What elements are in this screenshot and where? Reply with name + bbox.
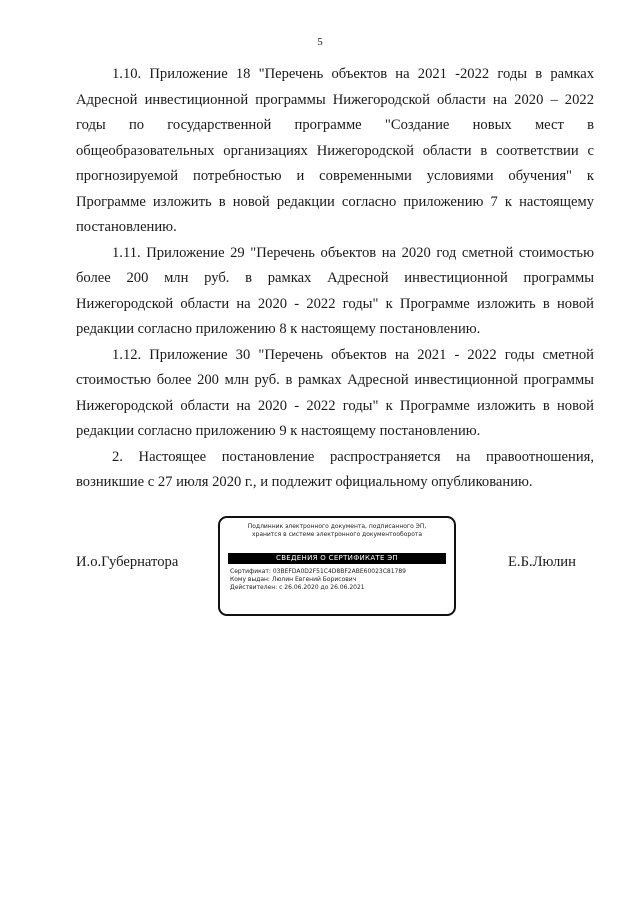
stamp-certificate: Сертификат: 03BEFDA0D2F51C4D8BF2ABE60023C81789 [230,568,406,575]
stamp-details [220,564,454,592]
document-body [76,62,594,496]
page-number: 5 [317,36,323,48]
stamp-header-line-1: Подлинник электронного документа, подписанного ЭП, [247,523,427,530]
stamp-issued-to: Кому выдан: Люлин Евгений Борисович [230,576,357,583]
signatory-position: И.о.Губернатора [76,554,179,570]
paragraph-2: 2. Настоящее постановление распространяется на правоотношения, возникшие с 27 июля 2020 г., и подлежит официальному опубликованию. [76,448,594,490]
stamp-title: СВЕДЕНИЯ О СЕРТИФИКАТЕ ЭП [228,553,446,564]
stamp-header-line-2: хранится в системе электронного документооборота [251,531,423,538]
paragraph-1-12: 1.12. Приложение 30 "Перечень объектов на 2021 - 2022 годы сметной стоимостью более 200 млн руб. в рамках Адресной инвестиционной программы Нижегородской области на 2020 - 2022 годы" к Программе изложить в новой редакции согласно приложению 9 к настоящему постановлению. [76,346,594,439]
paragraph-1-10: 1.10. Приложение 18 "Перечень объектов на 2021 -2022 годы в рамках Адресной инвестиционной программы Нижегородской области на 2020 – 2022 годы по государственной программе "Создание новых мест в общеобразовательных организациях Нижегородской области в соответствии с прогнозируемой потребностью и современными условиями обучения" к Программе изложить в новой редакции согласно приложению 7 к настоящему постановлению. [76,66,594,235]
stamp-header [220,518,454,539]
stamp-validity: Действителен: с 26.06.2020 до 26.06.2021 [230,584,365,591]
signatory-name: Е.Б.Люлин [508,554,576,570]
electronic-signature-stamp [218,516,456,616]
paragraph-1-11: 1.11. Приложение 29 "Перечень объектов на 2020 год сметной стоимостью более 200 млн руб. в рамках Адресной инвестиционной программы Нижегородской области на 2020 - 2022 годы" к Программе изложить в новой редакции согласно приложению 8 к настоящему постановлению. [76,244,594,337]
